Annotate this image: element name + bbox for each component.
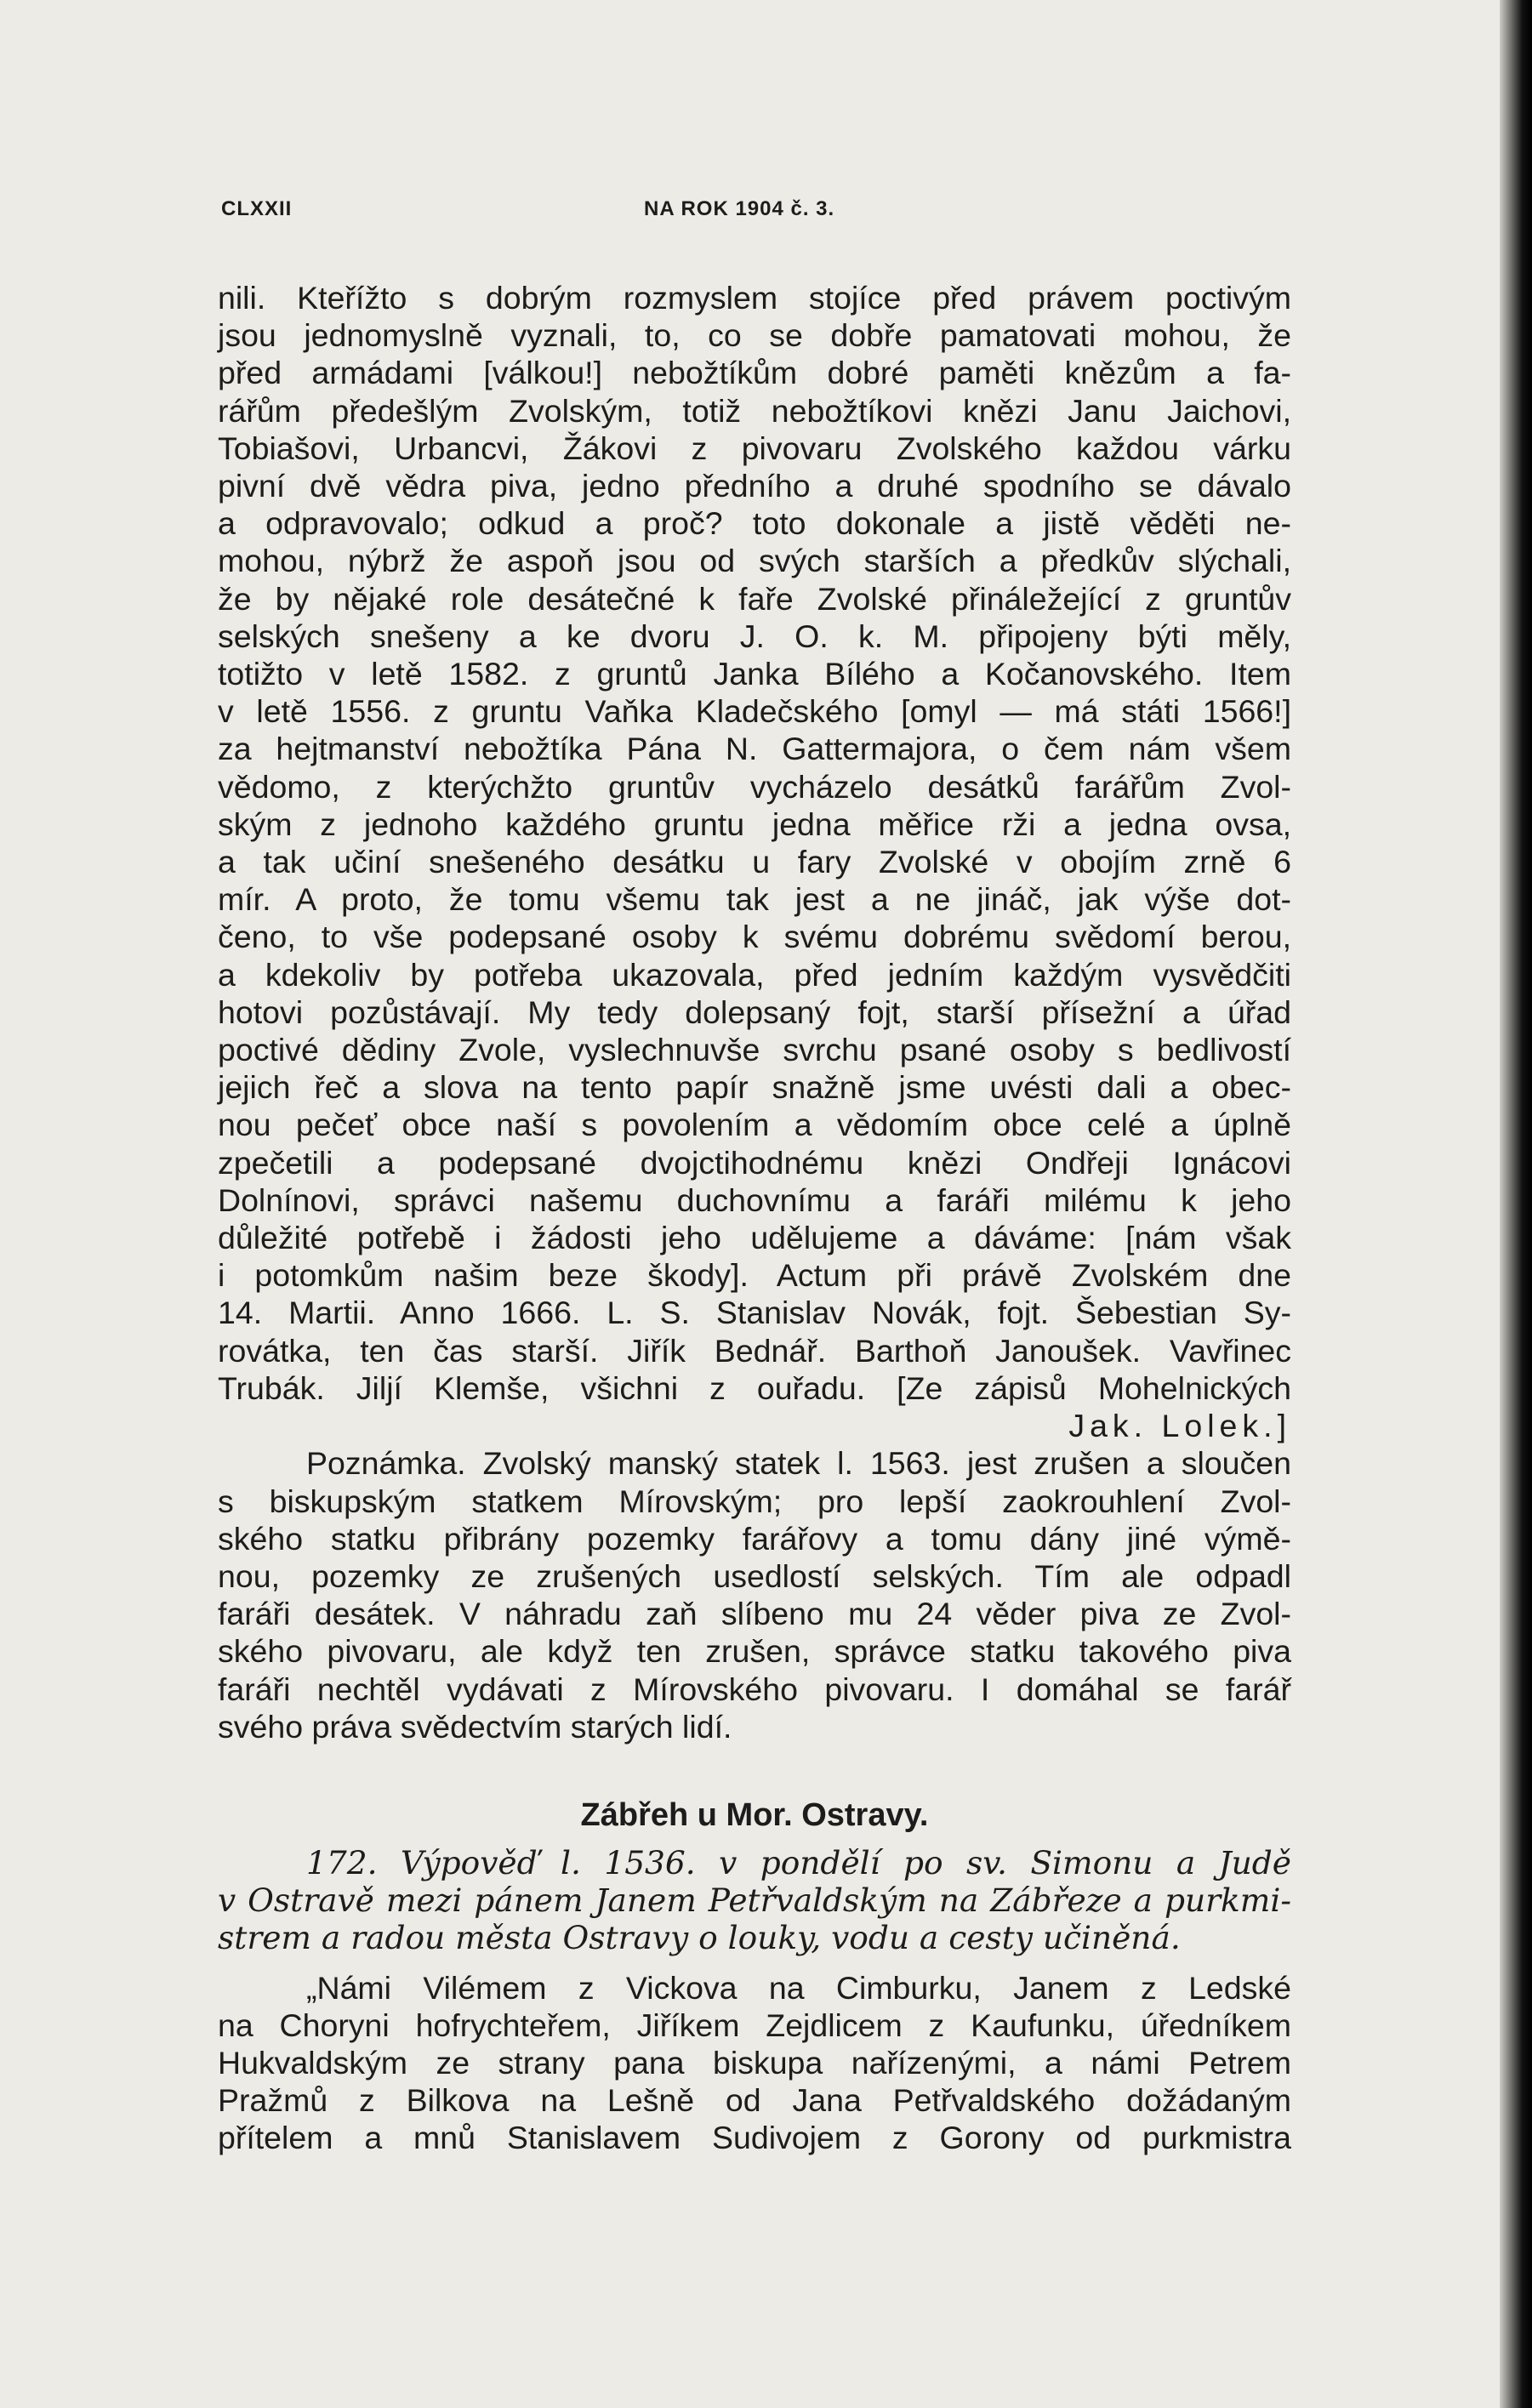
paragraph-quote	[218, 1969, 1291, 2157]
text-line: Dolnínovi, správci našemu duchovnímu a faráři milému k jeho	[218, 1181, 1291, 1218]
text-line: strem a radou města Ostravy o louky, vodu a cesty učiněná.	[218, 1919, 1181, 1957]
text-line: přítelem a mnů Stanislavem Sudivojem z Gorony od purkmistra	[218, 2120, 1291, 2156]
text-line: totižto v letě 1582. z gruntů Janka Bílého a Kočanovského. Item	[218, 656, 1291, 692]
text-line: rářům předešlým Zvolským, totiž nebožtíkovi knězi Janu Jaichovi,	[218, 392, 1291, 429]
text-line: rovátka, ten čas starší. Jiřík Bednář. Barthoň Janoušek. Vavřinec	[218, 1332, 1291, 1369]
text-line: nili. Kteřížto s dobrým rozmyslem stojíce před právem poctivým	[218, 280, 1291, 316]
text-line: důležité potřebě i žádosti jeho udělujeme a dáváme: [nám však	[218, 1220, 1291, 1256]
text-line: Pražmů z Bilkova na Lešně od Jana Petřvaldského dožádaným	[218, 2082, 1291, 2119]
text-line: v letě 1556. z gruntu Vaňka Kladečského [omyl — má státi 1566!]	[218, 693, 1291, 730]
text-line: a odpravovalo; odkud a proč? toto dokonale a jistě věděti ne-	[218, 505, 1291, 542]
text-line: před armádami [válkou!] nebožtíkům dobré paměti knězům a fa-	[218, 355, 1291, 391]
text-line: mohou, nýbrž že aspoň jsou od svých starších a předkův slýchali,	[218, 543, 1291, 579]
paragraph-entry	[218, 1844, 1291, 1957]
text-line: Hukvaldským ze strany pana biskupa nařízenými, a námi Petrem	[218, 2044, 1291, 2081]
text-line: 172. Výpověď l. 1536. v pondělí po sv. Simonu a Judě	[306, 1843, 1291, 1881]
page-body	[218, 279, 1291, 2157]
paragraph-note	[218, 1444, 1291, 1745]
running-title: NA ROK 1904 č. 3.	[644, 197, 835, 220]
text-line: hotovi pozůstávají. My tedy dolepsaný fojt, starší přísežní a úřad	[218, 993, 1291, 1030]
section-heading: Zábřeh u Mor. Ostravy.	[580, 1796, 929, 1833]
paragraph-testimony	[218, 279, 1291, 1444]
text-line: zpečetili a podepsané dvojctihodnému knězi Ondřeji Ignácovi	[218, 1144, 1291, 1181]
text-line: s biskupským statkem Mírovským; pro lepší zaokrouhlení Zvol-	[218, 1483, 1291, 1519]
text-line: pivní dvě vědra piva, jedno předního a druhé spodního se dávalo	[218, 468, 1291, 504]
text-line: poctivé dědiny Zvole, vyslechnuvše svrchu psané osoby s bedlivostí	[218, 1032, 1291, 1068]
page-header	[221, 197, 1293, 231]
text-line: čeno, to vše podepsané osoby k svému dobrému svědomí berou,	[218, 919, 1291, 955]
text-line: selských snešeny a ke dvoru J. O. k. M. připojeny býti měly,	[218, 618, 1291, 654]
text-line: Trubák. Jiljí Klemše, všichni z ouřadu. [Ze zápisů Mohelnických	[218, 1369, 1291, 1406]
page-numeral: CLXXII	[221, 197, 293, 220]
text-line: ským z jednoho každého gruntu jedna měřice rži a jedna ovsa,	[218, 806, 1291, 842]
scan-right-edge	[1500, 0, 1532, 2408]
text-line: svého práva svědectvím starých lidí.	[218, 1708, 732, 1745]
text-line: 14. Martii. Anno 1666. L. S. Stanislav Novák, fojt. Šebestian Sy-	[218, 1295, 1291, 1331]
text-line: a kdekoliv by potřeba ukazovala, před jedním každým vysvědčiti	[218, 956, 1291, 993]
text-line: že by nějaké role desátečné k faře Zvolské přináležející z gruntův	[218, 580, 1291, 617]
text-line: jsou jednomyslně vyznali, to, co se dobře pamatovati mohou, že	[218, 317, 1291, 354]
text-line: ského statku přibrány pozemky farářovy a tomu dány jiné výmě-	[218, 1520, 1291, 1557]
text-line: nou pečeť obce naší s povolením a vědomím obce celé a úplně	[218, 1107, 1291, 1143]
text-line: faráři nechtěl vydávati z Mírovského pivovaru. I domáhal se farář	[218, 1671, 1291, 1707]
text-line: na Choryni hofrychteřem, Jiříkem Zejdlicem z Kaufunku, úředníkem	[218, 2007, 1291, 2043]
text-line: nou, pozemky ze zrušených usedlostí selských. Tím ale odpadl	[218, 1557, 1291, 1594]
text-line: i potomkům našim beze škody]. Actum při právě Zvolském dne	[218, 1257, 1291, 1294]
text-line: ského pivovaru, ale když ten zrušen, správce statku takového piva	[218, 1633, 1291, 1670]
text-line: mír. A proto, že tomu všemu tak jest a ne jináč, jak výše dot-	[218, 881, 1291, 918]
text-line: „Námi Vilémem z Vickova na Cimburku, Janem z Ledské	[306, 1969, 1291, 2006]
text-line: Tobiašovi, Urbancvi, Žákovi z pivovaru Zvolského každou várku	[218, 430, 1291, 466]
text-line: Poznámka. Zvolský manský statek l. 1563. jest zrušen a sloučen	[306, 1445, 1291, 1482]
text-line: jejich řeč a slova na tento papír snažně jsme uvésti dali a obec-	[218, 1069, 1291, 1106]
text-line: faráři desátek. V náhradu zaň slíbeno mu 24 věder piva ze Zvol-	[218, 1596, 1291, 1632]
text-line: vědomo, z kterýchžto gruntův vycházelo desátků farářům Zvol-	[218, 768, 1291, 805]
text-line: v Ostravě mezi pánem Janem Petřvaldským na Zábřeze a purkmi-	[218, 1881, 1291, 1920]
signature: Jak. Lolek.]	[1068, 1408, 1291, 1444]
text-line: za hejtmanství nebožtíka Pána N. Gattermajora, o čem nám všem	[218, 731, 1291, 767]
text-line: a tak učiní snešeného desátku u fary Zvolské v obojím zrně 6	[218, 844, 1291, 880]
